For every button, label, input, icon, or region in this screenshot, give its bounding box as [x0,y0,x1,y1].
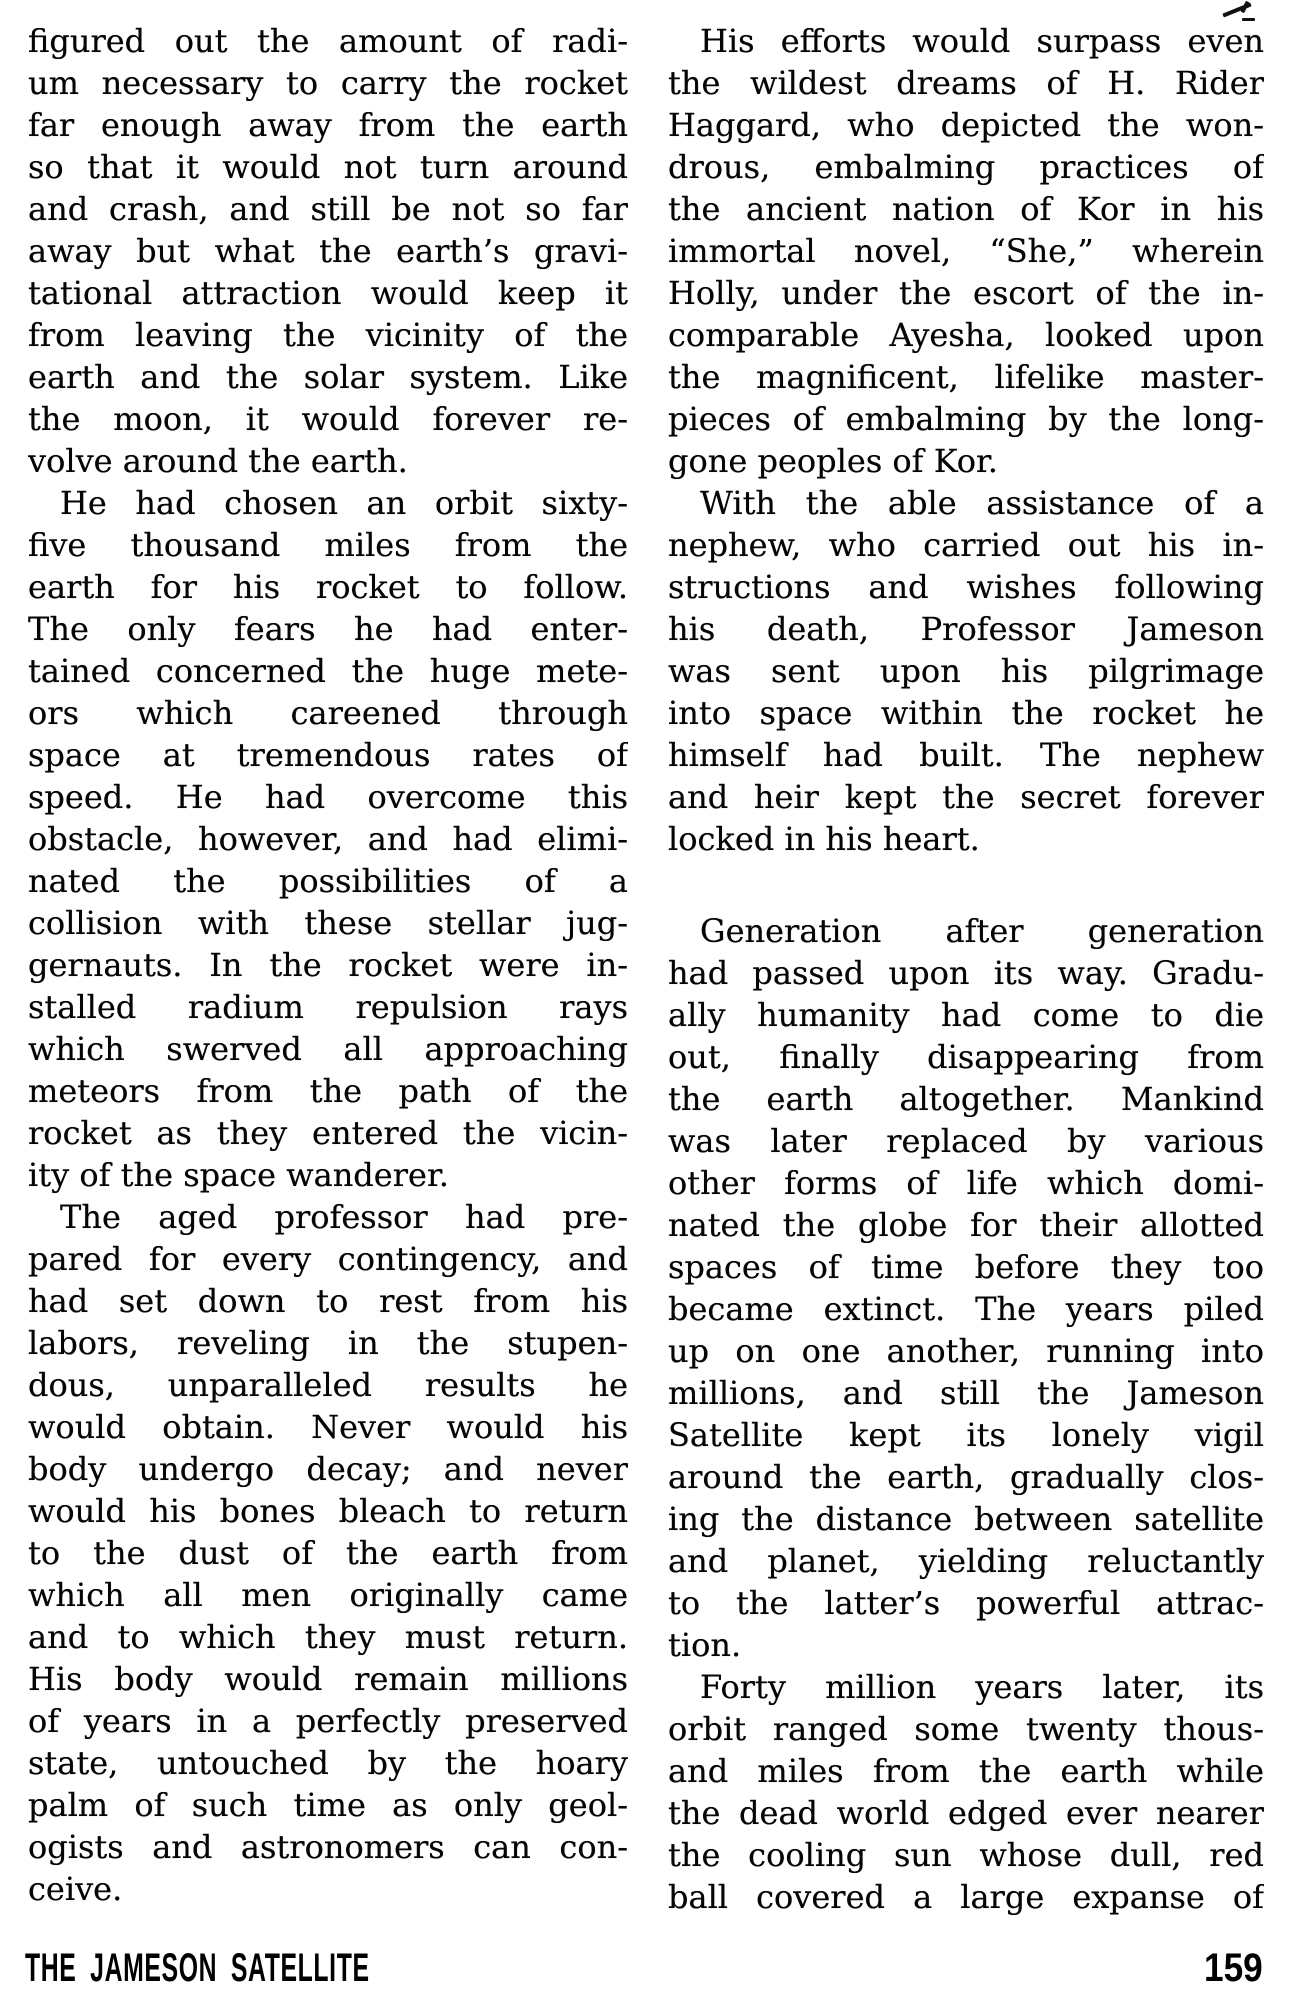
text-line: tion. [668,1626,742,1664]
text-line: Holly, under the escort of the in- [668,274,1264,312]
text-line: nated the globe for their allotted [668,1206,1264,1244]
text-line: stalled radium repulsion rays [28,988,628,1026]
text-line: which swerved all approaching [28,1030,628,1068]
text-line: space at tremendous rates of [28,736,628,774]
text-line: which all men originally came [28,1576,628,1614]
text-line: into space within the rocket he [668,694,1264,732]
text-line: speed. He had overcome this [28,778,628,816]
text-column-right [668,20,1264,1918]
text-line: gernauts. In the rocket were in- [28,946,628,984]
text-line: gone peoples of Kor. [668,442,998,480]
text-line: millions, and still the Jameson [668,1374,1264,1412]
text-line: collision with these stellar jug- [28,904,628,942]
text-line: and planet, yielding reluctantly [668,1542,1264,1580]
text-line: himself had built. The nephew [668,736,1264,774]
text-line: ity of the space wanderer. [28,1156,449,1194]
text-line: rocket as they entered the vicin- [28,1114,628,1152]
text-line: The only fears he had enter- [28,610,628,648]
text-column-left [28,20,628,1910]
text-line: tational attraction would keep it [28,274,628,312]
text-line: Forty million years later, its [700,1668,1264,1706]
text-line: five thousand miles from the [28,526,628,564]
text-line: immortal novel, “She,” wherein [668,232,1264,270]
text-line: state, untouched by the hoary [28,1744,628,1782]
text-line: nated the possibilities of a [28,862,628,900]
text-line: and miles from the earth while [668,1752,1264,1790]
text-line: from leaving the vicinity of the [28,316,628,354]
text-line: drous, embalming practices of [668,148,1264,186]
text-line: He had chosen an orbit sixty- [60,484,628,522]
text-line: his death, Professor Jameson [668,610,1264,648]
text-line: the dead world edged ever nearer [668,1794,1264,1832]
text-line: The aged professor had pre- [60,1198,628,1236]
text-line: earth for his rocket to follow. [28,568,628,606]
text-line: figured out the amount of radi- [28,22,628,60]
text-line: ball covered a large expanse of [668,1878,1264,1916]
text-line: and heir kept the secret forever [668,778,1264,816]
text-line: was later replaced by various [668,1122,1264,1160]
text-line: the cooling sun whose dull, red [668,1836,1264,1874]
text-line: out, finally disappearing from [668,1038,1264,1076]
text-line: away but what the earth’s gravi- [28,232,628,270]
text-line: obstacle, however, and had elimi- [28,820,628,858]
text-line: so that it would not turn around [28,148,628,186]
text-line: the ancient nation of Kor in his [668,190,1264,228]
text-line: pared for every contingency, and [28,1240,628,1278]
text-line: structions and wishes following [668,568,1264,606]
text-line: dous, unparalleled results he [28,1366,628,1404]
text-line: ors which careened through [28,694,628,732]
running-title: THE JAMESON SATELLITE [25,1946,370,1990]
text-line: His body would remain millions [28,1660,628,1698]
text-line: Generation after generation [700,912,1264,950]
text-line: spaces of time before they too [668,1248,1264,1286]
text-line: to the dust of the earth from [28,1534,628,1572]
text-line: ing the distance between satellite [668,1500,1264,1538]
text-line: the earth altogether. Mankind [668,1080,1264,1118]
text-line: was sent upon his pilgrimage [668,652,1264,690]
text-line: became extinct. The years piled [668,1290,1264,1328]
text-line: the moon, it would forever re- [28,400,628,438]
stray-pen-mark [1242,18,1255,21]
text-line: ally humanity had come to die [668,996,1264,1034]
text-line: comparable Ayesha, looked upon [668,316,1264,354]
text-line: to the latter’s powerful attrac- [668,1584,1264,1622]
text-line: and to which they must return. [28,1618,628,1656]
text-line: ceive. [28,1870,123,1908]
page-number: 159 [1204,1946,1263,1990]
text-line: nephew, who carried out his in- [668,526,1264,564]
text-line: palm of such time as only geol- [28,1786,628,1824]
text-line: pieces of embalming by the long- [668,400,1264,438]
text-line: labors, reveling in the stupen- [28,1324,628,1362]
text-line: the magnificent, lifelike master- [668,358,1264,396]
text-line: ogists and astronomers can con- [28,1828,628,1866]
text-line: With the able assistance of a [700,484,1264,522]
text-line: His efforts would surpass even [700,22,1264,60]
text-line: would his bones bleach to return [28,1492,628,1530]
text-line: far enough away from the earth [28,106,628,144]
text-line: meteors from the path of the [28,1072,628,1110]
text-line: earth and the solar system. Like [28,358,628,396]
text-line: orbit ranged some twenty thous- [668,1710,1264,1748]
text-line: would obtain. Never would his [28,1408,628,1446]
text-line: locked in his heart. [668,820,980,858]
text-line: had passed upon its way. Gradu- [668,954,1264,992]
text-line: um necessary to carry the rocket [28,64,628,102]
text-line: of years in a perfectly preserved [28,1702,628,1740]
text-line: around the earth, gradually clos- [668,1458,1264,1496]
text-line: up on one another, running into [668,1332,1264,1370]
text-line: body undergo decay; and never [28,1450,628,1488]
text-line: and crash, and still be not so far [28,190,628,228]
text-line: tained concerned the huge mete- [28,652,628,690]
text-line: the wildest dreams of H. Rider [668,64,1264,102]
text-line: Haggard, who depicted the won- [668,106,1264,144]
text-line: Satellite kept its lonely vigil [668,1416,1264,1454]
text-line: had set down to rest from his [28,1282,628,1320]
text-line: other forms of life which domi- [668,1164,1264,1202]
text-line: volve around the earth. [28,442,408,480]
